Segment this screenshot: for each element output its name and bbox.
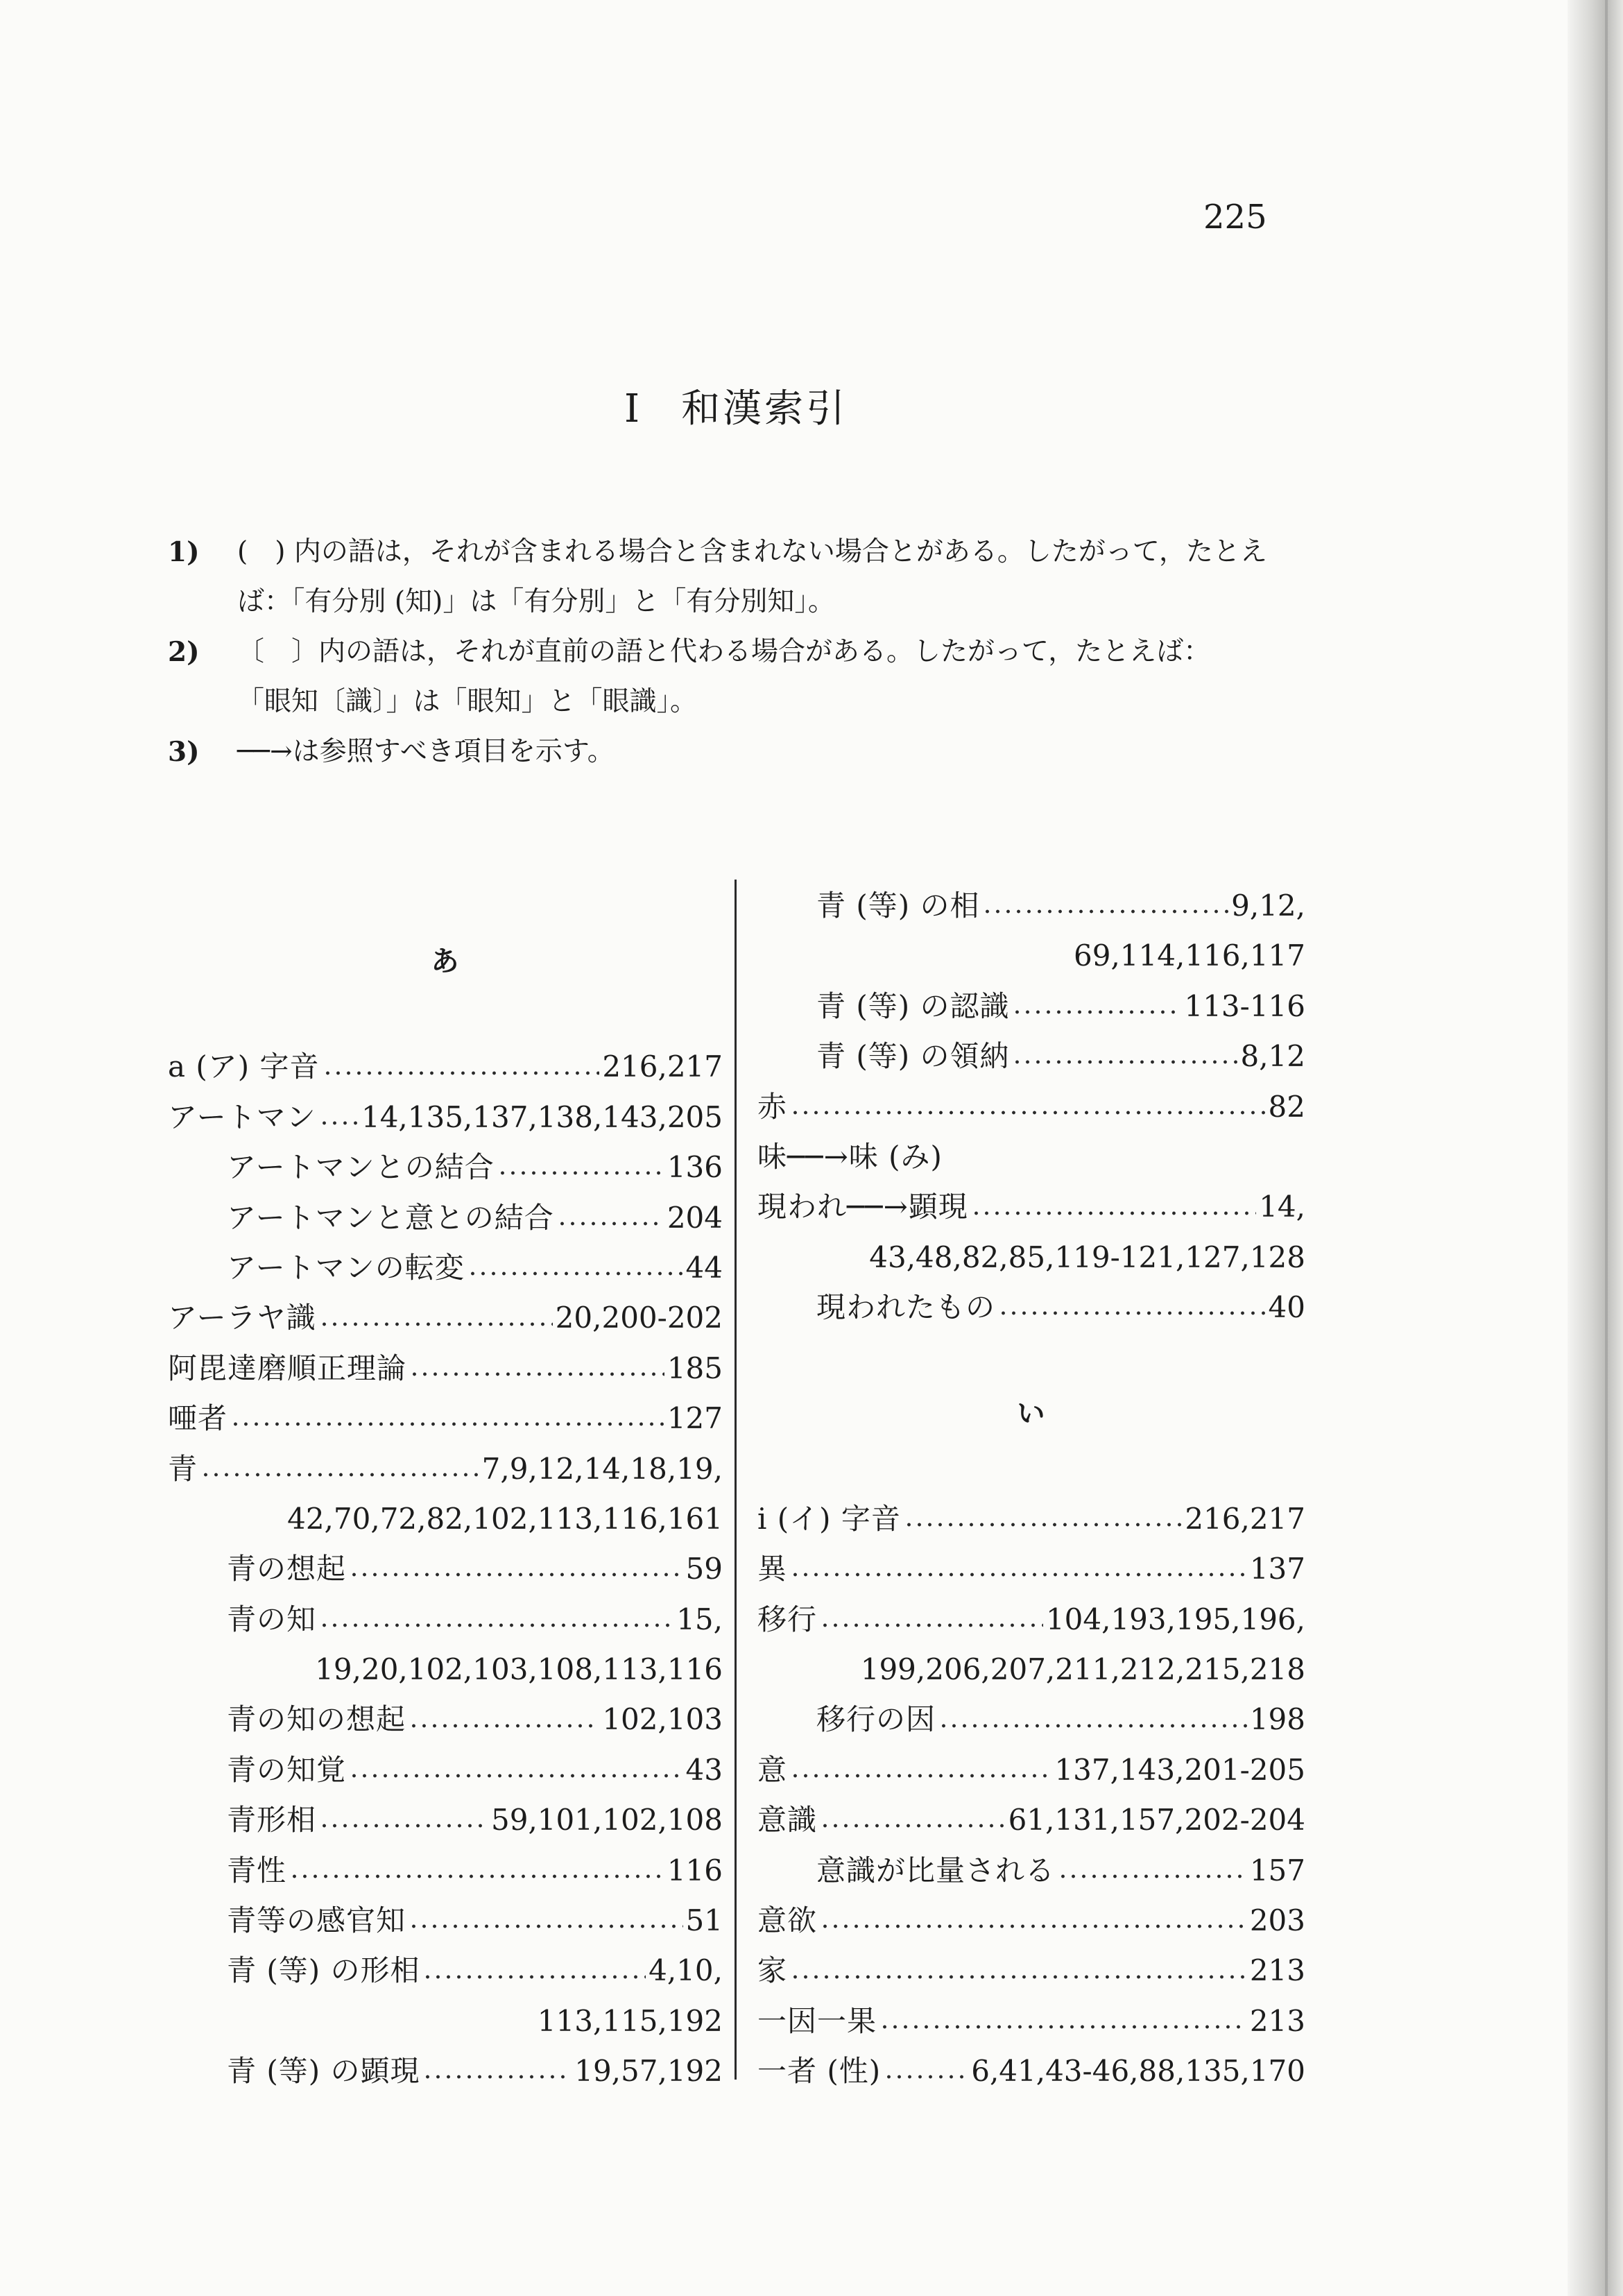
scan-edge-line	[1605, 0, 1608, 2296]
leader-dots	[319, 1120, 359, 1126]
entry-pages: 137,143,201-205	[1054, 1752, 1305, 1787]
column-divider	[735, 880, 737, 2080]
title-roman-numeral: I	[624, 386, 643, 431]
entry-term: 青等の感官知	[227, 1903, 406, 1938]
index-subentry	[168, 1243, 723, 1293]
index-subentry	[168, 1946, 723, 1996]
index-column-right	[757, 881, 1305, 2097]
index-entry	[757, 1745, 1305, 1795]
note-text: ば：「有分別 (知)」は「有分別」と「有分別知」。	[237, 586, 835, 617]
entry-pages: 102,103	[602, 1702, 723, 1737]
entry-pages: 113-116	[1184, 988, 1305, 1023]
entry-pages: 127	[667, 1401, 723, 1436]
entry-pages: 157	[1249, 1853, 1305, 1887]
entry-term: 一因一果	[757, 2003, 877, 2038]
note-1-continued	[168, 577, 1305, 627]
entry-pages: 185	[667, 1351, 723, 1385]
entry-pages: 8,12	[1240, 1039, 1305, 1074]
index-column-left	[168, 881, 723, 2097]
note-2	[168, 627, 1305, 677]
entry-pages: 6,41,43-46,88,135,170	[971, 2054, 1305, 2089]
leader-dots	[1058, 1873, 1247, 1880]
note-number: 1)	[168, 536, 200, 568]
entry-term: 青の知	[227, 1602, 317, 1636]
index-subentry	[757, 1846, 1305, 1896]
leader-dots	[289, 1873, 664, 1880]
leader-dots	[1012, 1009, 1181, 1016]
index-subentry	[168, 1544, 723, 1594]
leader-dots	[1012, 1059, 1237, 1065]
note-number: 2)	[168, 636, 200, 668]
spacer	[757, 1439, 1305, 1494]
entry-term: 青の知の想起	[227, 1702, 406, 1737]
entry-pages: 213	[1249, 2003, 1305, 2038]
entry-term: i (イ) 字音	[757, 1501, 901, 1536]
entry-pages: 69,114,116,117	[1074, 939, 1305, 973]
entry-pages: 40	[1268, 1290, 1305, 1325]
index-entry	[757, 1544, 1305, 1594]
index-entry	[168, 1344, 723, 1394]
index-entry	[757, 1595, 1305, 1645]
index-entry	[757, 2046, 1305, 2096]
entry-term: 現われたもの	[816, 1290, 996, 1325]
entry-term: 移行の因	[816, 1702, 936, 1737]
index-entry	[168, 1293, 723, 1343]
entry-pages: 9,12,	[1231, 889, 1305, 923]
index-subentry	[168, 1695, 723, 1745]
entry-term: アーラヤ識	[168, 1301, 316, 1335]
index-entry	[757, 1996, 1305, 2046]
scan-edge	[1568, 0, 1623, 2296]
page-title	[624, 378, 848, 434]
leader-dots	[820, 1622, 1043, 1629]
index-entry	[757, 1182, 1305, 1232]
leader-dots	[230, 1421, 664, 1428]
entry-term: 青形相	[227, 1803, 317, 1837]
entry-pages: 59,101,102,108	[491, 1803, 723, 1837]
entry-term: 阿毘達磨順正理論	[168, 1351, 407, 1385]
leader-dots	[884, 2073, 968, 2080]
leader-dots	[349, 1571, 683, 1578]
leader-dots	[349, 1772, 683, 1779]
entry-term: 家	[757, 1953, 788, 1988]
index-subentry	[757, 982, 1305, 1031]
entry-term: 意識	[757, 1803, 818, 1837]
entry-pages: 136	[667, 1150, 723, 1185]
leader-dots	[409, 1923, 683, 1930]
page-number: 225	[1203, 198, 1267, 237]
leader-dots	[971, 1210, 1256, 1217]
entry-pages: 14,135,137,138,143,205	[361, 1099, 723, 1134]
entry-term: 味──→味 (み)	[757, 1139, 943, 1174]
entry-pages: 59	[685, 1552, 723, 1586]
entry-term: アートマンの転変	[227, 1250, 465, 1285]
leader-dots	[820, 1923, 1247, 1930]
leader-dots	[319, 1822, 488, 1829]
leader-dots	[982, 908, 1228, 915]
entry-pages: 7,9,12,14,18,19,	[481, 1451, 723, 1486]
index-entry	[757, 1494, 1305, 1544]
leader-dots	[790, 1571, 1247, 1578]
entry-pages: 19,57,192	[574, 2054, 723, 2089]
kana-heading-a: あ	[431, 945, 460, 977]
note-text: 〔 〕内の語は，それが直前の語と代わる場合がある。したがって，たとえば：	[237, 636, 1211, 667]
index-entry	[757, 1896, 1305, 1946]
entry-continuation	[168, 1996, 723, 2046]
index-entry	[168, 1444, 723, 1494]
index-entry	[168, 1042, 723, 1092]
index-subentry	[168, 1142, 723, 1192]
note-2-continued	[168, 677, 1305, 727]
index-subentry	[757, 1031, 1305, 1081]
index-subentry	[168, 1595, 723, 1645]
leader-dots	[200, 1471, 479, 1478]
leader-dots	[422, 2073, 572, 2080]
entry-pages: 4,10,	[649, 1953, 723, 1988]
entry-term: 一者 (性)	[757, 2054, 882, 2089]
index-entry	[757, 1082, 1305, 1132]
entry-pages: 113,115,192	[537, 2003, 723, 2038]
note-1	[168, 527, 1305, 577]
entry-term: 現われ──→顕現	[757, 1190, 968, 1224]
note-number: 3)	[168, 736, 200, 768]
entry-pages: 14,	[1259, 1190, 1305, 1224]
entry-term: アートマン	[168, 1099, 316, 1134]
leader-dots	[319, 1321, 553, 1328]
leader-dots	[409, 1722, 599, 1729]
leader-dots	[998, 1310, 1266, 1317]
leader-dots	[938, 1722, 1247, 1729]
index-entry	[757, 1795, 1305, 1845]
leader-dots	[319, 1622, 673, 1629]
leader-dots	[323, 1070, 600, 1077]
entry-term: 赤	[757, 1089, 788, 1124]
index-subentry	[168, 1896, 723, 1946]
spacer	[168, 986, 723, 1042]
entry-pages: 15,	[676, 1602, 723, 1636]
entry-pages: 20,200-202	[555, 1301, 723, 1335]
index-subentry	[757, 1283, 1305, 1333]
usage-notes	[168, 527, 1305, 777]
leader-dots	[879, 2023, 1247, 2030]
index-entry	[168, 1093, 723, 1142]
entry-pages: 82	[1268, 1089, 1305, 1124]
leader-dots	[557, 1220, 664, 1227]
entry-pages: 204	[667, 1200, 723, 1235]
entry-pages: 116	[667, 1853, 723, 1887]
entry-pages: 44	[685, 1250, 723, 1285]
entry-term: 意欲	[757, 1903, 818, 1938]
entry-continuation	[757, 931, 1305, 981]
index-subentry	[168, 1745, 723, 1795]
entry-term: 意	[757, 1752, 788, 1787]
note-text: ( ) 内の語は，それが含まれる場合と含まれない場合とがある。したがって，たとえ	[237, 536, 1268, 567]
entry-continuation	[757, 1233, 1305, 1283]
entry-pages: 216,217	[602, 1050, 723, 1084]
entry-term: 移行	[757, 1602, 818, 1636]
kana-heading-i: い	[1017, 1396, 1046, 1430]
index-entry	[757, 1946, 1305, 1996]
entry-pages: 137	[1249, 1552, 1305, 1586]
entry-pages: 199,206,207,211,212,215,218	[860, 1652, 1305, 1687]
entry-term: アートマンとの結合	[227, 1150, 495, 1185]
entry-pages: 104,193,195,196,	[1045, 1602, 1305, 1636]
leader-dots	[904, 1521, 1182, 1528]
entry-pages: 43	[685, 1752, 723, 1787]
spacer	[168, 881, 723, 936]
index-subentry	[757, 881, 1305, 931]
entry-pages: 19,20,102,103,108,113,116	[315, 1652, 723, 1687]
index-subentry	[168, 1846, 723, 1896]
entry-term: 青 (等) の領納	[816, 1039, 1010, 1074]
note-3	[168, 727, 1305, 777]
entry-pages: 43,48,82,85,119-121,127,128	[869, 1240, 1305, 1274]
entry-term: 青の想起	[227, 1552, 347, 1586]
entry-term: 意識が比量される	[816, 1853, 1056, 1887]
entry-pages: 213	[1249, 1953, 1305, 1988]
entry-pages: 42,70,72,82,102,113,116,161	[287, 1501, 723, 1536]
entry-term: 唖者	[168, 1401, 228, 1436]
entry-term: 青	[168, 1451, 198, 1486]
index-entry-cross-reference	[757, 1132, 1305, 1182]
entry-term: 青性	[227, 1853, 287, 1887]
entry-pages: 203	[1249, 1903, 1305, 1938]
note-text: ──→は参照すべき項目を示す。	[237, 736, 615, 767]
entry-pages: 51	[685, 1903, 723, 1938]
index-subentry	[168, 1193, 723, 1243]
index-subentry	[168, 2046, 723, 2096]
leader-dots	[409, 1371, 664, 1378]
entry-continuation	[168, 1494, 723, 1544]
index-subentry	[757, 1695, 1305, 1745]
leader-dots	[790, 1109, 1266, 1116]
entry-pages: 61,131,157,202-204	[1008, 1803, 1305, 1837]
leader-dots	[467, 1270, 683, 1277]
entry-pages: 216,217	[1185, 1501, 1305, 1536]
entry-continuation	[168, 1645, 723, 1695]
entry-term: アートマンと意との結合	[227, 1200, 554, 1235]
leader-dots	[790, 1772, 1051, 1779]
entry-term: 青 (等) の形相	[227, 1953, 420, 1988]
leader-dots	[820, 1822, 1006, 1829]
index-entry	[168, 1394, 723, 1443]
note-text: 「眼知〔識〕」は「眼知」と「眼識」。	[237, 686, 698, 717]
entry-term: a (ア) 字音	[168, 1050, 320, 1084]
leader-dots	[422, 1973, 646, 1980]
entry-term: 青 (等) の認識	[816, 988, 1010, 1023]
entry-continuation	[757, 1645, 1305, 1695]
entry-pages: 198	[1249, 1702, 1305, 1737]
spacer	[757, 1333, 1305, 1389]
index-subentry	[168, 1795, 723, 1845]
entry-term: 異	[757, 1552, 788, 1586]
title-text: 和漢索引	[681, 386, 848, 431]
entry-term: 青 (等) の相	[816, 889, 980, 923]
entry-term: 青の知覚	[227, 1752, 347, 1787]
leader-dots	[790, 1973, 1247, 1980]
leader-dots	[497, 1170, 664, 1176]
entry-term: 青 (等) の顕現	[227, 2054, 420, 2089]
